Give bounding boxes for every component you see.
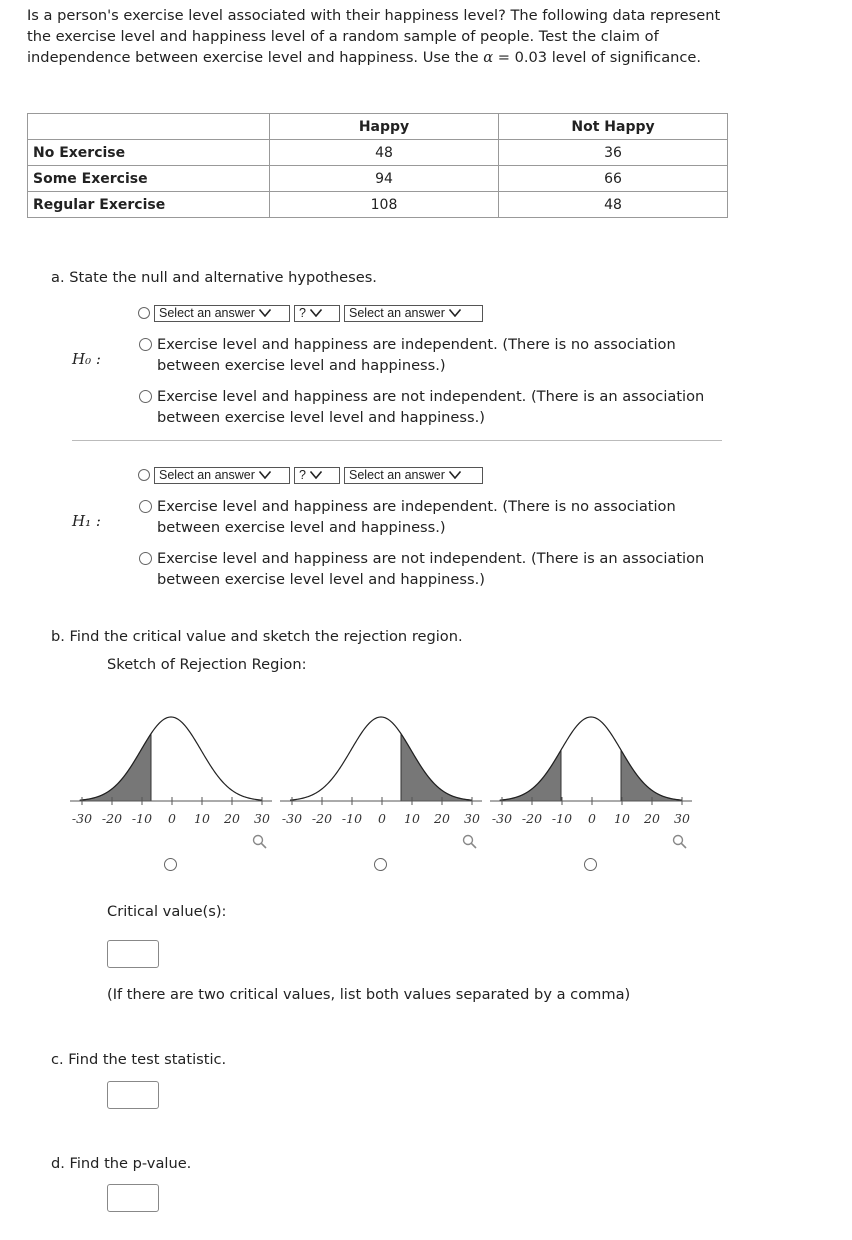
search-icon[interactable] bbox=[464, 836, 477, 849]
critical-value-input[interactable] bbox=[107, 940, 159, 968]
cell-happy: 48 bbox=[270, 140, 499, 166]
search-icon[interactable] bbox=[254, 836, 267, 849]
h0-label: H₀ : bbox=[72, 350, 101, 368]
tick-label: 0 bbox=[168, 811, 176, 826]
option-text: Exercise level and happiness are not independent. (There is an association between exercise level level and happiness.) bbox=[157, 388, 705, 426]
tick-label: -20 bbox=[311, 811, 333, 826]
table-row bbox=[28, 192, 728, 218]
test-statistic-input[interactable] bbox=[107, 1081, 159, 1109]
part-c-prompt: c. Find the test statistic. bbox=[51, 1051, 227, 1068]
select-text: Select an answer bbox=[349, 306, 445, 320]
h1-custom-radio[interactable] bbox=[138, 469, 150, 481]
select-text: Select an answer bbox=[159, 306, 255, 320]
h0-operator-select[interactable] bbox=[294, 305, 340, 322]
table-header-blank bbox=[28, 114, 270, 140]
select-text: Select an answer bbox=[349, 468, 445, 482]
p-value-input[interactable] bbox=[107, 1184, 159, 1212]
problem-statement bbox=[27, 6, 727, 68]
h0-custom-radio[interactable] bbox=[138, 307, 150, 319]
tick-label: 20 bbox=[224, 811, 240, 826]
tick-label: 10 bbox=[404, 811, 420, 826]
select-text: Select an answer bbox=[159, 468, 255, 482]
tick-label: -10 bbox=[341, 811, 363, 826]
rejection-region-left bbox=[500, 750, 561, 801]
h0-not-independent-radio[interactable] bbox=[139, 390, 152, 403]
row-label: No Exercise bbox=[28, 140, 270, 166]
cell-not-happy: 48 bbox=[499, 192, 728, 218]
tick-label: 30 bbox=[464, 811, 480, 826]
intro-text: Is a person's exercise level associated with their happiness level? The following data represent the exercise level and happiness level of a random sample of people. Test the claim of independence between exercise level and happiness. Use the bbox=[27, 7, 721, 66]
h1-independent-radio[interactable] bbox=[139, 500, 152, 513]
part-a-prompt: a. State the null and alternative hypotheses. bbox=[51, 269, 377, 286]
tick-label: 10 bbox=[194, 811, 210, 826]
h0-left-select[interactable] bbox=[154, 305, 290, 322]
chevron-down-icon bbox=[259, 309, 271, 317]
tick-label: 10 bbox=[614, 811, 630, 826]
chevron-down-icon bbox=[449, 471, 461, 479]
rejection-region-right bbox=[621, 750, 682, 801]
h0-option-not-independent[interactable] bbox=[139, 386, 719, 428]
normal-curve bbox=[290, 717, 472, 800]
chevron-down-icon bbox=[310, 309, 322, 317]
normal-curve bbox=[500, 717, 682, 800]
tick-label: -10 bbox=[131, 811, 153, 826]
tick-label: 0 bbox=[588, 811, 596, 826]
critical-value-hint: (If there are two critical values, list both values separated by a comma) bbox=[107, 986, 631, 1003]
h1-custom-row bbox=[138, 465, 483, 485]
h0-independent-radio[interactable] bbox=[139, 338, 152, 351]
rejection-graph-right-tailed bbox=[278, 712, 484, 862]
contingency-table bbox=[27, 113, 728, 218]
select-text: ? bbox=[299, 306, 306, 320]
h1-option-independent[interactable] bbox=[139, 496, 719, 538]
tick-label: -10 bbox=[551, 811, 573, 826]
option-text: Exercise level and happiness are not independent. (There is an association between exercise level level and happiness.) bbox=[157, 550, 705, 588]
select-text: ? bbox=[299, 468, 306, 482]
h1-right-select[interactable] bbox=[344, 467, 483, 484]
h0-option-independent[interactable] bbox=[139, 334, 719, 376]
chevron-down-icon bbox=[449, 309, 461, 317]
sketch-label: Sketch of Rejection Region: bbox=[107, 656, 307, 673]
part-b-prompt: b. Find the critical value and sketch the rejection region. bbox=[51, 628, 463, 645]
alpha-value: = 0.03 level of significance. bbox=[497, 48, 702, 66]
h0-custom-row bbox=[138, 303, 483, 323]
graph-left-tailed-radio[interactable] bbox=[164, 858, 177, 871]
table-header-row bbox=[28, 114, 728, 140]
critical-value-label: Critical value(s): bbox=[107, 903, 227, 920]
table-row bbox=[28, 140, 728, 166]
divider bbox=[72, 440, 722, 441]
normal-curve bbox=[80, 717, 262, 800]
tick-label: -30 bbox=[71, 811, 93, 826]
cell-not-happy: 36 bbox=[499, 140, 728, 166]
rejection-region-left bbox=[80, 734, 151, 801]
graph-right-tailed-radio[interactable] bbox=[374, 858, 387, 871]
row-label: Some Exercise bbox=[28, 166, 270, 192]
tick-label: -20 bbox=[101, 811, 123, 826]
row-label: Regular Exercise bbox=[28, 192, 270, 218]
tick-label: 0 bbox=[378, 811, 386, 826]
tick-label: -30 bbox=[491, 811, 513, 826]
table-row bbox=[28, 166, 728, 192]
rejection-graph-left-tailed bbox=[68, 712, 274, 862]
table-header-not-happy: Not Happy bbox=[499, 114, 728, 140]
tick-label: 30 bbox=[254, 811, 270, 826]
alpha-symbol: α bbox=[483, 48, 494, 66]
h1-option-not-independent[interactable] bbox=[139, 548, 719, 590]
search-icon[interactable] bbox=[674, 836, 687, 849]
chevron-down-icon bbox=[310, 471, 322, 479]
h1-operator-select[interactable] bbox=[294, 467, 340, 484]
tick-label: 30 bbox=[674, 811, 690, 826]
cell-not-happy: 66 bbox=[499, 166, 728, 192]
h1-not-independent-radio[interactable] bbox=[139, 552, 152, 565]
option-text: Exercise level and happiness are independent. (There is no association between exercise level and happiness.) bbox=[157, 336, 676, 374]
tick-label: -20 bbox=[521, 811, 543, 826]
tick-label: 20 bbox=[434, 811, 450, 826]
rejection-region-right bbox=[401, 734, 472, 801]
table-header-happy: Happy bbox=[270, 114, 499, 140]
chevron-down-icon bbox=[259, 471, 271, 479]
option-text: Exercise level and happiness are independent. (There is no association between exercise level and happiness.) bbox=[157, 498, 676, 536]
h1-label: H₁ : bbox=[72, 512, 101, 530]
cell-happy: 94 bbox=[270, 166, 499, 192]
cell-happy: 108 bbox=[270, 192, 499, 218]
tick-label: -30 bbox=[281, 811, 303, 826]
graph-two-tailed-radio[interactable] bbox=[584, 858, 597, 871]
h0-right-select[interactable] bbox=[344, 305, 483, 322]
part-d-prompt: d. Find the p-value. bbox=[51, 1155, 192, 1172]
rejection-graph-two-tailed bbox=[488, 712, 694, 862]
h1-left-select[interactable] bbox=[154, 467, 290, 484]
tick-label: 20 bbox=[644, 811, 660, 826]
